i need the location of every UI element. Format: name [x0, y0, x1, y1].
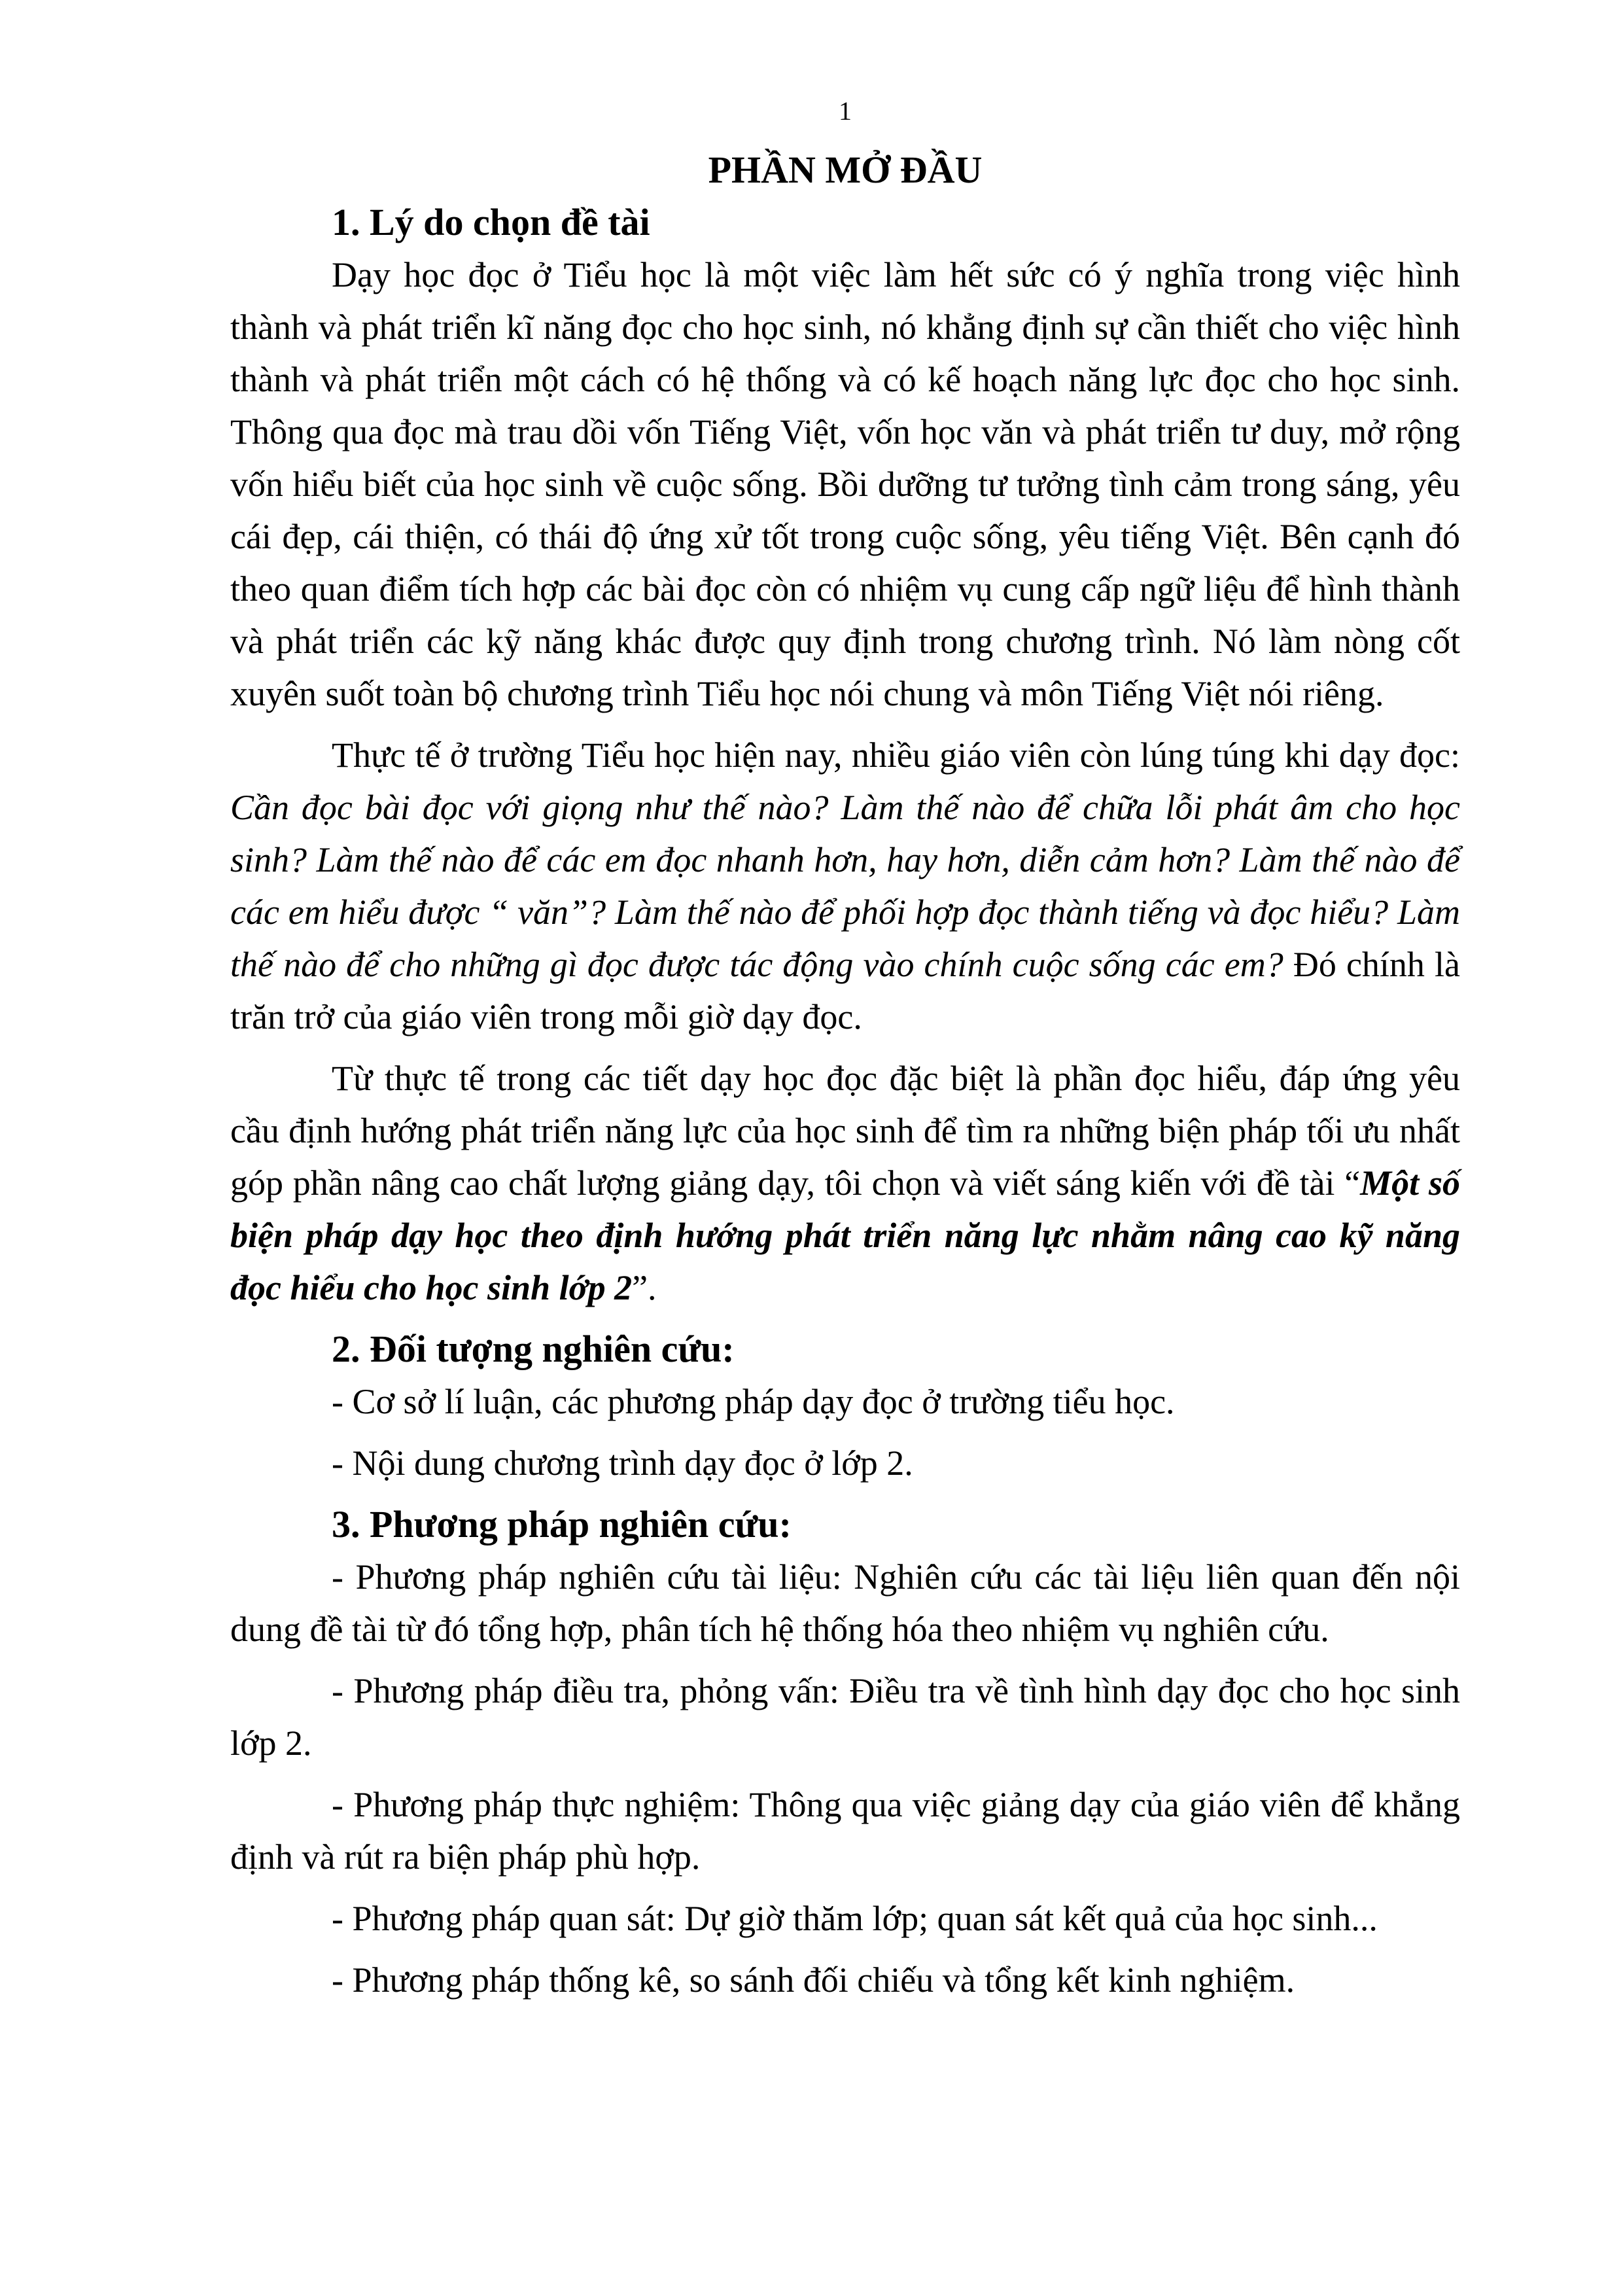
section2-item-theory: - Cơ sở lí luận, các phương pháp dạy đọc ở trường tiểu học. — [332, 1382, 1175, 1421]
section1-paragraph-2 — [230, 729, 1460, 1043]
paragraph-2-tail-text: Đó chính là trăn trở của giáo viên trong mỗi giờ dạy đọc. — [230, 945, 1460, 1036]
section3-item-statistics: - Phương pháp thống kê, so sánh đối chiếu và tổng kết kinh nghiệm. — [332, 1960, 1295, 2000]
paragraph-2-lead-text: Thực tế ở trường Tiểu học hiện nay, nhiều giáo viên còn lúng túng khi dạy đọc: — [332, 735, 1460, 775]
paragraph-2-italic-questions: Cần đọc bài đọc với giọng như thế nào? Làm thế nào để chữa lỗi phát âm cho học sinh? Làm thế nào để các em đọc nhanh hơn, hay hơn, diễn cảm hơn? Làm thế nào để các em hiểu được “ văn”? Làm thế nào để phối hợp đọc thành tiếng và đọc hiểu? Làm thế nào để cho những gì đọc được tác động vào chính cuộc sống các em? — [230, 788, 1460, 984]
page-title: PHẦN MỞ ĐẦU — [708, 149, 983, 191]
paragraph-3-tail-text: ”. — [632, 1268, 657, 1307]
page-number: 1 — [839, 96, 852, 126]
paragraph-3-lead-text: Từ thực tế trong các tiết dạy học đọc đặc biệt là phần đọc hiểu, đáp ứng yêu cầu định hướng phát triển năng lực của học sinh để tìm ra những biện pháp tối ưu nhất góp phần nâng cao chất lượng giảng dạy, tôi chọn và viết sáng kiến với đề tài “ — [230, 1059, 1460, 1203]
section2-heading: 2. Đối tượng nghiên cứu: — [332, 1328, 735, 1370]
section3-item-experiment: - Phương pháp thực nghiệm: Thông qua việc giảng dạy của giáo viên để khẳng định và rút ra biện pháp phù hợp. — [230, 1785, 1460, 1877]
section1-paragraph-1: Dạy học đọc ở Tiểu học là một việc làm hết sức có ý nghĩa trong việc hình thành và phát triển kĩ năng đọc cho học sinh, nó khẳng định sự cần thiết cho việc hình thành và phát triển một cách có hệ thống và có kế hoạch năng lực đọc cho học sinh. Thông qua đọc mà trau dồi vốn Tiếng Việt, vốn học văn và phát triển tư duy, mở rộng vốn hiểu biết của học sinh về cuộc sống. Bồi dưỡng tư tưởng tình cảm trong sáng, yêu cái đẹp, cái thiện, có thái độ ứng xử tốt trong cuộc sống, yêu tiếng Việt. Bên cạnh đó theo quan điểm tích hợp các bài đọc còn có nhiệm vụ cung cấp ngữ liệu để hình thành và phát triển các kỹ năng khác được quy định trong chương trình. Nó làm nòng cốt xuyên suốt toàn bộ chương trình Tiểu học nói chung và môn Tiếng Việt nói riêng. — [230, 255, 1460, 713]
document-page — [230, 92, 1460, 2006]
section3-heading: 3. Phương pháp nghiên cứu: — [332, 1503, 792, 1545]
section2-item-content: - Nội dung chương trình dạy đọc ở lớp 2. — [332, 1443, 913, 1483]
research-topic-title: Một số biện pháp dạy học theo định hướng phát triển năng lực nhằm nâng cao kỹ năng đọc hiểu cho học sinh lớp 2 — [230, 1163, 1460, 1307]
section1-heading: 1. Lý do chọn đề tài — [332, 201, 650, 243]
section3-item-observation: - Phương pháp quan sát: Dự giờ thăm lớp; quan sát kết quả của học sinh... — [332, 1899, 1378, 1938]
section3-item-document-research: - Phương pháp nghiên cứu tài liệu: Nghiên cứu các tài liệu liên quan đến nội dung đề tài từ đó tổng hợp, phân tích hệ thống hóa theo nhiệm vụ nghiên cứu. — [230, 1557, 1460, 1649]
section3-item-survey: - Phương pháp điều tra, phỏng vấn: Điều tra về tình hình dạy đọc cho học sinh lớp 2. — [230, 1671, 1460, 1763]
section1-paragraph-3 — [230, 1052, 1460, 1314]
